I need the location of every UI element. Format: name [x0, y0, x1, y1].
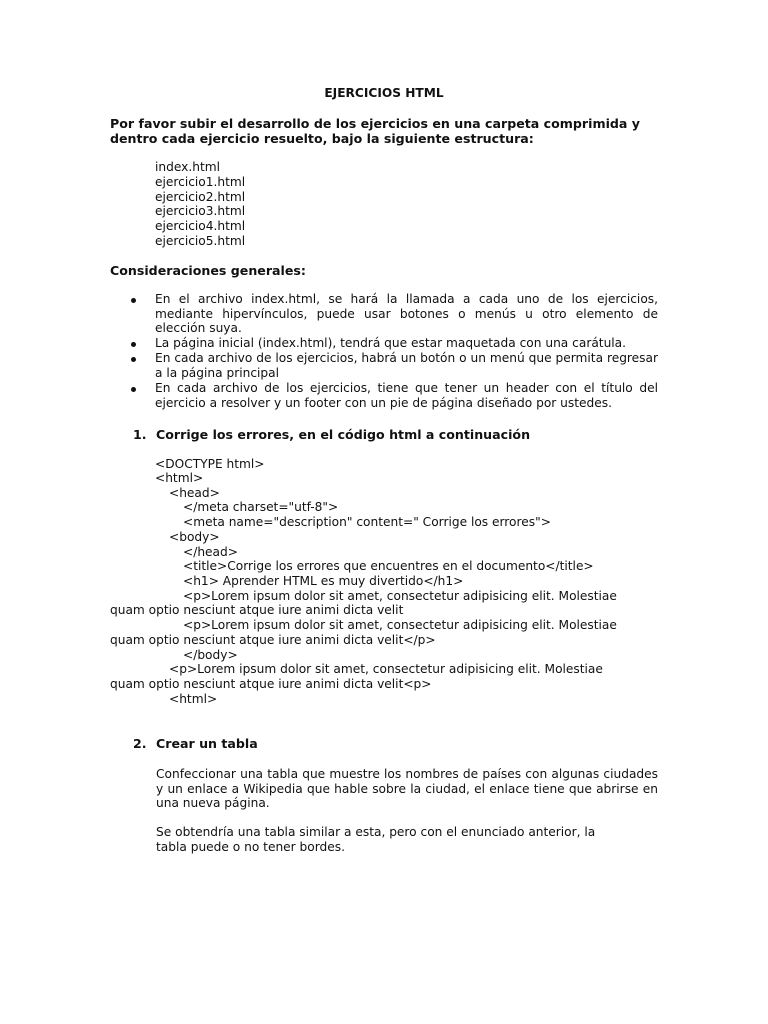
code-line: <head> — [169, 486, 220, 500]
consideration-bullet-4: En cada archivo de los ejercicios, tiene que tener un header con el título del ejercicio a resolver y un footer con un pie de página diseñado por ustedes. — [155, 381, 658, 410]
file-item-ejercicio5: ejercicio5.html — [155, 234, 246, 248]
consideration-bullet-1: En el archivo index.html, se hará la llamada a cada uno de los ejercicios, mediante hipervínculos, puede usar botones o menús u otro elemento de elección suya. — [155, 292, 658, 336]
code-line: <p>Lorem ipsum dolor sit amet, consectetur adipisicing elit. Molestiae — [169, 662, 603, 676]
exercise1-number: 1. — [133, 427, 147, 442]
consideration-bullet-2: La página inicial (index.html), tendrá que estar maquetada con una carátula. — [155, 336, 627, 350]
code-line: quam optio nesciunt atque iure animi dicta velit<p> — [110, 677, 432, 691]
code-line: <body> — [169, 530, 220, 544]
document-title: EJERCICIOS HTML — [324, 86, 444, 100]
consideration-bullet-3: En cada archivo de los ejercicios, habrá un botón o un menú que permita regresar a la página principal — [155, 351, 658, 380]
code-line: </body> — [183, 648, 238, 662]
exercise2-heading: Crear un tabla — [156, 736, 258, 751]
bullet-dot-icon — [131, 387, 136, 392]
code-line: <p>Lorem ipsum dolor sit amet, consectetur adipisicing elit. Molestiae — [183, 618, 617, 632]
code-line: quam optio nesciunt atque iure animi dicta velit</p> — [110, 633, 436, 647]
bullet-dot-icon — [131, 298, 136, 303]
file-item-ejercicio4: ejercicio4.html — [155, 219, 246, 233]
bullet-dot-icon — [131, 357, 136, 362]
code-line: <html> — [169, 692, 218, 706]
code-line: quam optio nesciunt atque iure animi dicta velit — [110, 603, 404, 617]
code-line: <html> — [155, 471, 204, 485]
file-item-ejercicio2: ejercicio2.html — [155, 190, 246, 204]
exercise2-paragraph-1: Confeccionar una tabla que muestre los nombres de países con algunas ciudades y un enlace a Wikipedia que hable sobre la ciudad, el enlace tiene que abrirse en una nueva página. — [156, 767, 658, 811]
intro-line-1: Por favor subir el desarrollo de los ejercicios en una carpeta comprimida y — [110, 116, 641, 131]
code-line: </meta charset="utf-8"> — [183, 500, 339, 514]
file-item-ejercicio1: ejercicio1.html — [155, 175, 246, 189]
code-line: <title>Corrige los errores que encuentres en el documento</title> — [183, 559, 594, 573]
code-line: <p>Lorem ipsum dolor sit amet, consectetur adipisicing elit. Molestiae — [183, 589, 617, 603]
code-line: </head> — [183, 545, 238, 559]
exercise2-paragraph-2: Se obtendría una tabla similar a esta, pero con el enunciado anterior, la tabla puede o no tener bordes. — [156, 825, 596, 854]
file-item-index: index.html — [155, 160, 220, 174]
code-line: <meta name="description" content=" Corrige los errores"> — [183, 515, 551, 529]
exercise1-heading: Corrige los errores, en el código html a continuación — [156, 427, 531, 442]
file-item-ejercicio3: ejercicio3.html — [155, 204, 246, 218]
exercise2-number: 2. — [133, 736, 147, 751]
code-line: <DOCTYPE html> — [155, 457, 265, 471]
considerations-heading: Consideraciones generales: — [110, 263, 306, 278]
bullet-dot-icon — [131, 342, 136, 347]
intro-line-2: dentro cada ejercicio resuelto, bajo la siguiente estructura: — [110, 131, 534, 146]
code-line: <h1> Aprender HTML es muy divertido</h1> — [183, 574, 464, 588]
